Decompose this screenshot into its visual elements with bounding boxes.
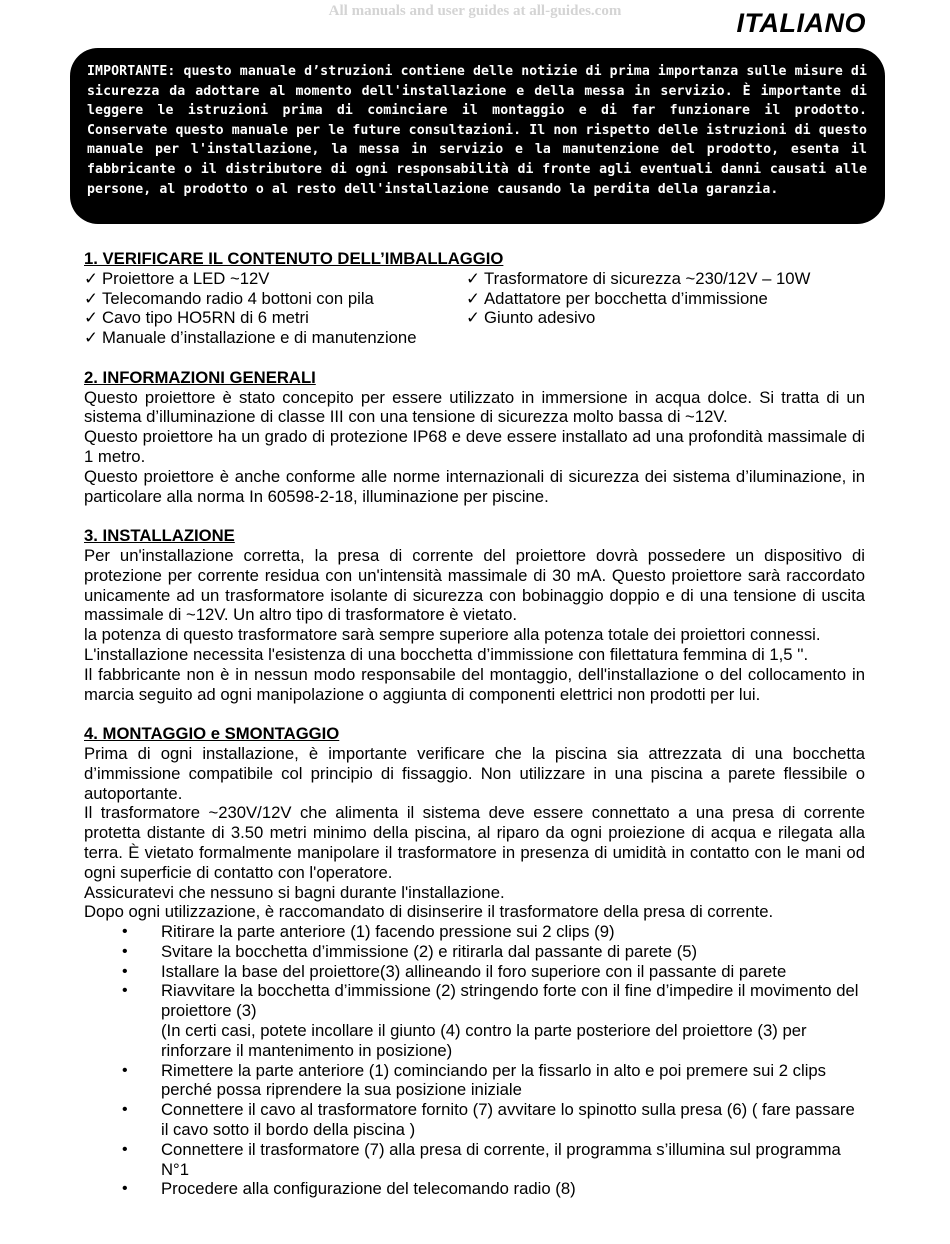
check-icon: ✓ — [466, 308, 480, 328]
list-item: • Connettere il cavo al trasformatore fornito (7) avvitare lo spinotto sulla presa (6) ( fare passare il cavo sotto il bordo della piscina ) — [122, 1100, 855, 1140]
bullet-icon: • — [122, 982, 128, 1000]
check-icon: ✓ — [84, 288, 98, 308]
bullet-icon: • — [122, 942, 128, 960]
list-item: • Rimettere la parte anteriore (1) cominciando per la fissarlo in alto e poi premere sui 2 clips perché possa riprendere la sua posizione iniziale — [122, 1060, 827, 1100]
section-general-info — [84, 368, 865, 507]
check-icon: ✓ — [84, 308, 98, 328]
section-package-contents — [84, 249, 865, 348]
paragraph: Per un'installazione corretta, la presa di corrente del proiettore dovrà possedere un dispositivo di protezione per corrente residua con un'intensità massimale di 30 mA. Questo proiettore sarà raccordato unicamente ad un trasformatore isolante di sicurezza con bobinaggio doppio e di una tensione di uscita massimale di ~12V. Un altro tipo di trasformatore è vietato. — [84, 545, 865, 625]
bullet-icon: • — [122, 1061, 128, 1079]
section-title: 2. INFORMAZIONI GENERALI — [84, 367, 316, 387]
bullet-icon: • — [122, 1180, 128, 1198]
checklist — [84, 269, 865, 348]
section-title: 3. INSTALLAZIONE — [84, 526, 235, 546]
check-icon: ✓ — [466, 288, 480, 308]
section-title: 1. VERIFICARE IL CONTENUTO DELL’IMBALLAGGIO — [84, 249, 504, 268]
assembly-steps-list — [84, 922, 865, 1199]
bullet-icon: • — [122, 962, 128, 980]
bullet-icon: • — [122, 923, 128, 941]
checklist-item: ✓ Trasformatore di sicurezza ~230/12V – 10W — [466, 268, 811, 288]
paragraph: Questo proiettore ha un grado di protezione IP68 e deve essere installato ad una profondità massimale di 1 metro. — [84, 427, 865, 466]
paragraph: la potenza di questo trasformatore sarà sempre superiore alla potenza totale dei proiettori connessi. — [84, 625, 821, 645]
list-item: • Connettere il trasformatore (7) alla presa di corrente, il programma s’illumina sul programma N°1 — [122, 1139, 841, 1179]
bullet-icon: • — [122, 1101, 128, 1119]
paragraph: Dopo ogni utilizzazione, è raccomandato di disinserire il trasformatore della presa di corrente. — [84, 902, 774, 922]
checklist-item: ✓ Adattatore per bocchetta d’immissione — [466, 288, 768, 308]
important-notice-box — [70, 48, 885, 224]
paragraph: L'installazione necessita l'esistenza di una bocchetta d’immissione con filettatura femmina di 1,5 ''. — [84, 644, 809, 664]
paragraph: Questo proiettore è stato concepito per essere utilizzato in immersione in acqua dolce. Si tratta di un sistema d’illuminazione di classe III con una tensione di sicurezza molto bassa di ~12V. — [84, 387, 865, 427]
checklist-item: ✓ Giunto adesivo — [466, 308, 596, 328]
list-item: • Svitare la bocchetta d’immissione (2) e ritirarla dal passante di parete (5) — [122, 941, 698, 961]
section-installation — [84, 526, 865, 704]
list-item: • Istallare la base del proiettore(3) allineando il foro superiore con il passante di parete — [122, 961, 787, 981]
check-icon: ✓ — [84, 328, 98, 348]
checklist-item: ✓ Cavo tipo HO5RN di 6 metri — [84, 308, 309, 328]
list-item: • Ritirare la parte anteriore (1) facendo pressione sui 2 clips (9) — [122, 922, 615, 942]
paragraph: Il fabbricante non è in nessun modo responsabile del montaggio, dell'installazione o del collocamento in marcia seguito ad ogni manipolazione o aggiunta di componenti elettrici non prodotti per lui. — [84, 664, 865, 704]
important-notice-text: IMPORTANTE: questo manuale d’struzioni contiene delle notizie di prima importanza sulle misure di sicurezza da adottare al momento dell'installazione e della messa in servizio. È importante di leggere le istruzioni prima di cominciare il montaggio e di far funzionare il prodotto. Conservate questo manuale per le future consultazioni. Il non rispetto delle istruzioni di questo manuale per l'installazione, la messa in servizio e la manutenzione del prodotto, esenta il fabbricante o il distributore di ogni responsabilità di fronte agli eventuali danni causati alle persone, al prodotto o al resto dell'installazione causando la perdita della garanzia. — [87, 64, 867, 197]
watermark: All manuals and user guides at all-guides.com — [328, 3, 622, 19]
list-item: • Riavvitare la bocchetta d’immissione (2) stringendo forte con il fine d’impedire il movimento del proiettore (3) (In certi casi, potete incollare il giunto (4) contro la parte posteriore del proiettore (3) per rinforzare il mantenimento in posizione) — [122, 981, 859, 1060]
checklist-item: ✓ Proiettore a LED ~12V — [84, 268, 270, 288]
section-assembly — [84, 724, 865, 1199]
check-icon: ✓ — [466, 268, 480, 288]
check-icon: ✓ — [84, 268, 98, 288]
list-item: • Procedere alla configurazione del telecomando radio (8) — [122, 1179, 576, 1199]
paragraph: Questo proiettore è anche conforme alle norme internazionali di sicurezza dei sistema d’iluminazione, in particolare alla norma In 60598-2-18, illuminazione per piscine. — [84, 466, 865, 506]
manual-content — [84, 249, 865, 1219]
list-item-note: (In certi casi, potete incollare il giunto (4) contro la parte posteriore del proiettore (3) per rinforzare il mantenimento in posizione) — [161, 1021, 807, 1060]
language-heading: ITALIANO — [736, 8, 866, 38]
paragraph: Il trasformatore ~230V/12V che alimenta il sistema deve essere connettato a una presa di corrente protetta distante di 3.50 metri minimo della piscina, al riparo da ogni proiezione di acqua e rilegata alla terra. È vietato formalmente manipolare il trasformatore in presenza di umidità in contatto con le mani od ogni superficie di contatto con l'operatore. — [84, 803, 865, 882]
checklist-left-column — [84, 269, 466, 348]
paragraph: Assicuratevi che nessuno si bagni durante l'installazione. — [84, 882, 505, 902]
checklist-right-column — [466, 269, 848, 348]
paragraph: Prima di ogni installazione, è importante verificare che la piscina sia attrezzata di una bocchetta d’immissione compatibile col principio di fissaggio. Non utilizzare in una piscina a parete flessibile o autoportante. — [84, 743, 865, 803]
checklist-item: ✓ Manuale d’installazione e di manutenzione — [84, 328, 417, 348]
bullet-icon: • — [122, 1140, 128, 1158]
checklist-item: ✓ Telecomando radio 4 bottoni con pila — [84, 288, 374, 308]
section-title: 4. MONTAGGIO e SMONTAGGIO — [84, 724, 340, 744]
